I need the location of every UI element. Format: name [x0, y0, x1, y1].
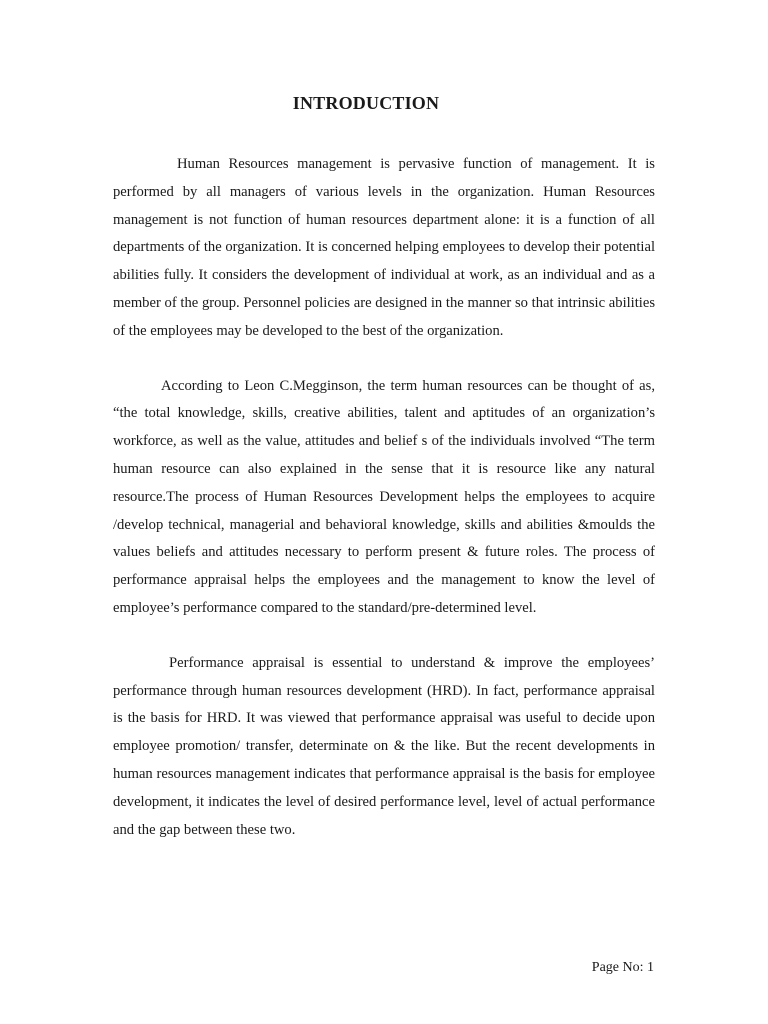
- paragraph-1: Human Resources management is pervasive function of management. It is performed by all managers of various levels in the organization. Human Resources management is not function of human resources department alone: it is a function of all departments of the organization. It is concerned helping employees to develop their potential abilities fully. It considers the development of individual at work, as an individual and as a member of the group. Personnel policies are designed in the manner so that intrinsic abilities of the employees may be developed to the best of the organization.: [113, 156, 655, 339]
- document-body: [113, 151, 655, 871]
- page-title: INTRODUCTION: [292, 93, 440, 113]
- paragraph-2: According to Leon C.Megginson, the term human resources can be thought of as, “the total knowledge, skills, creative abilities, talent and aptitudes of an organization’s workforce, as well as the value, attitudes and belief s of the individuals involved “The term human resource can also explained in the sense that it is resource like any natural resource.The process of Human Resources Development helps the employees to acquire /develop technical, managerial and behavioral knowledge, skills and abilities &moulds the values beliefs and attitudes necessary to perform present & future roles. The process of performance appraisal helps the employees and the management to know the level of employee’s performance compared to the standard/pre-determined level.: [113, 377, 655, 616]
- paragraph-3: Performance appraisal is essential to understand & improve the employees’ performance through human resources development (HRD). In fact, performance appraisal is the basis for HRD. It was viewed that performance appraisal was useful to decide upon employee promotion/ transfer, determinate on & the like. But the recent developments in human resources management indicates that performance appraisal is the basis for employee development, it indicates the level of desired performance level, level of actual performance and the gap between these two.: [113, 654, 655, 838]
- page-number: Page No: 1: [591, 960, 654, 975]
